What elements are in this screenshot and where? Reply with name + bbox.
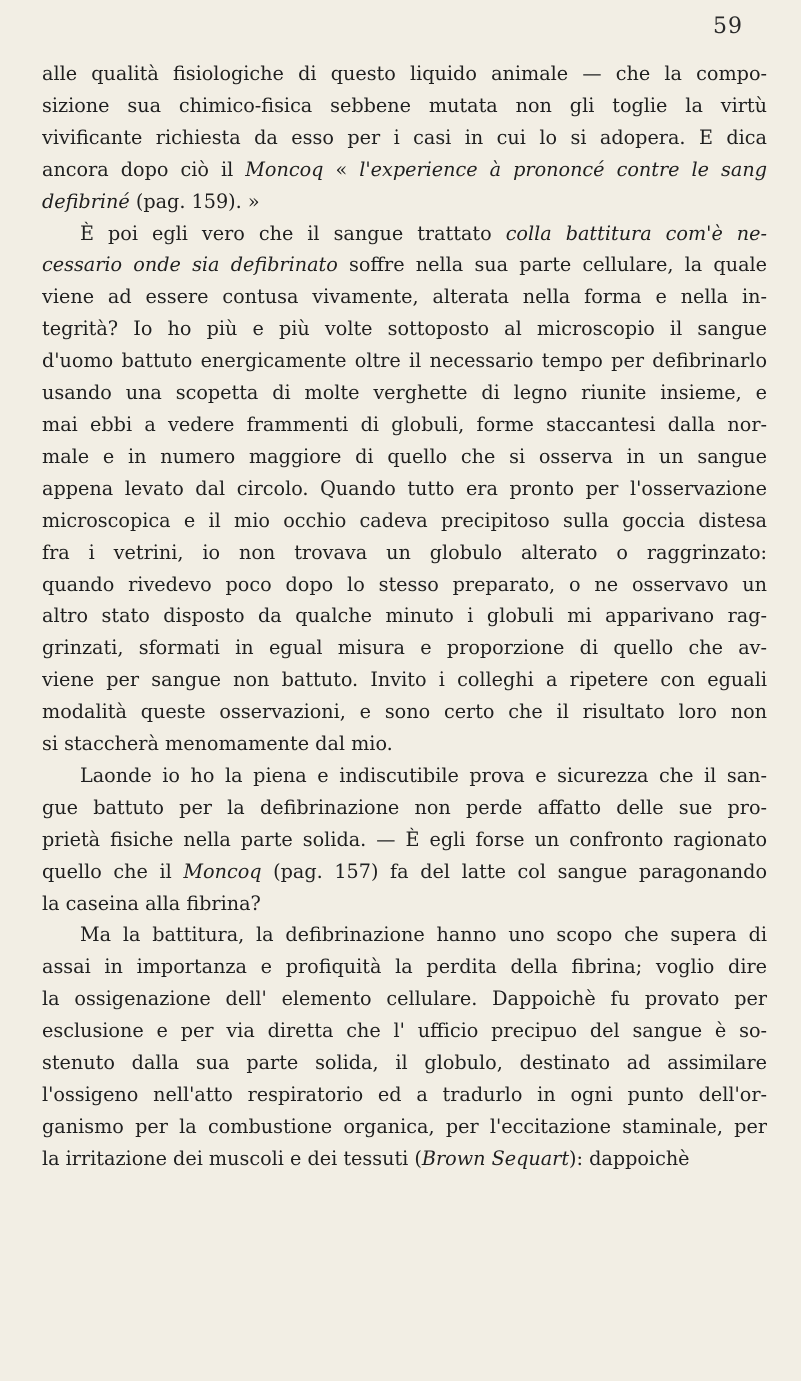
text-line: defibriné (pag. 159). » <box>42 189 260 213</box>
text-line: Laonde io ho la piena e indiscutibile prova e sicurezza che il san- <box>80 763 767 787</box>
text-line: esclusione e per via diretta che l' ufficio precipuo del sangue è so- <box>42 1019 767 1043</box>
text-line: alle qualità fisiologiche di questo liquido animale — che la compo- <box>42 62 767 85</box>
text-line: viene ad essere contusa vivamente, alterata nella forma e nella in- <box>42 285 767 309</box>
text-line: appena levato dal circolo. Quando tutto era pronto per l'osservazione <box>42 476 767 500</box>
text-line: si staccherà menomamente dal mio. <box>42 732 393 756</box>
text-line: viene per sangue non battuto. Invito i colleghi a ripetere con eguali <box>42 668 767 692</box>
text-line: prietà fisiche nella parte solida. — È egli forse un confronto ragionato <box>42 827 767 851</box>
text-line: altro stato disposto da qualche minuto i globuli mi apparivano rag- <box>42 604 767 628</box>
text-line: quando rivedevo poco dopo lo stesso preparato, o ne osservavo un <box>42 572 767 596</box>
text-line: stenuto dalla sua parte solida, il globulo, destinato ad assimilare <box>42 1051 767 1075</box>
text-line: la caseina alla fibrina? <box>42 891 261 915</box>
text-line: Ma la battitura, la defibrinazione hanno uno scopo che supera di <box>80 923 767 947</box>
text-line: assai in importanza e profiquità la perdita della fibrina; voglio dire <box>42 955 767 979</box>
text-line: grinzati, sformati in egual misura e proporzione di quello che av- <box>42 636 767 660</box>
text-line: la irritazione dei muscoli e dei tessuti (Brown Sequart): dappoichè <box>42 1146 690 1170</box>
text-line: quello che il Moncoq (pag. 157) fa del latte col sangue paragonando <box>42 859 767 883</box>
text-line: cessario onde sia defibrinato soffre nella sua parte cellulare, la quale <box>42 253 767 277</box>
text-line: ganismo per la combustione organica, per l'eccitazione staminale, per <box>42 1114 767 1138</box>
text-line: È poi egli vero che il sangue trattato colla battitura com'è ne- <box>80 221 767 245</box>
text-line: l'ossigeno nell'atto respiratorio ed a tradurlo in ogni punto dell'or- <box>42 1083 767 1106</box>
text-line: mai ebbi a vedere frammenti di globuli, forme staccantesi dalla nor- <box>42 412 767 436</box>
text-line: d'uomo battuto energicamente oltre il necessario tempo per defibrinarlo <box>42 349 767 373</box>
text-line: la ossigenazione dell' elemento cellulare. Dappoichè fu provato per <box>42 987 767 1011</box>
text-line: vivificante richiesta da esso per i casi in cui lo si adopera. E dica <box>42 125 767 149</box>
text-line: sizione sua chimico-fisica sebbene mutata non gli toglie la virtù <box>42 93 767 117</box>
text-line: male e in numero maggiore di quello che si osserva in un sangue <box>42 444 767 468</box>
text-line: gue battuto per la defibrinazione non perde affatto delle sue pro- <box>42 795 767 819</box>
text-line: ancora dopo ciò il Moncoq « l'experience à prononcé contre le sang <box>42 157 767 181</box>
text-line: fra i vetrini, io non trovava un globulo alterato o raggrinzato: <box>42 540 767 564</box>
text-line: microscopica e il mio occhio cadeva precipitoso sulla goccia distesa <box>42 508 767 532</box>
page-number: 59 <box>713 14 743 39</box>
text-line: usando una scopetta di molte verghette di legno riunite insieme, e <box>42 381 767 405</box>
text-line: modalità queste osservazioni, e sono certo che il risultato loro non <box>42 700 767 724</box>
body-text <box>42 58 767 1175</box>
text-line: tegrità? Io ho più e più volte sottoposto al microscopio il sangue <box>42 317 767 341</box>
